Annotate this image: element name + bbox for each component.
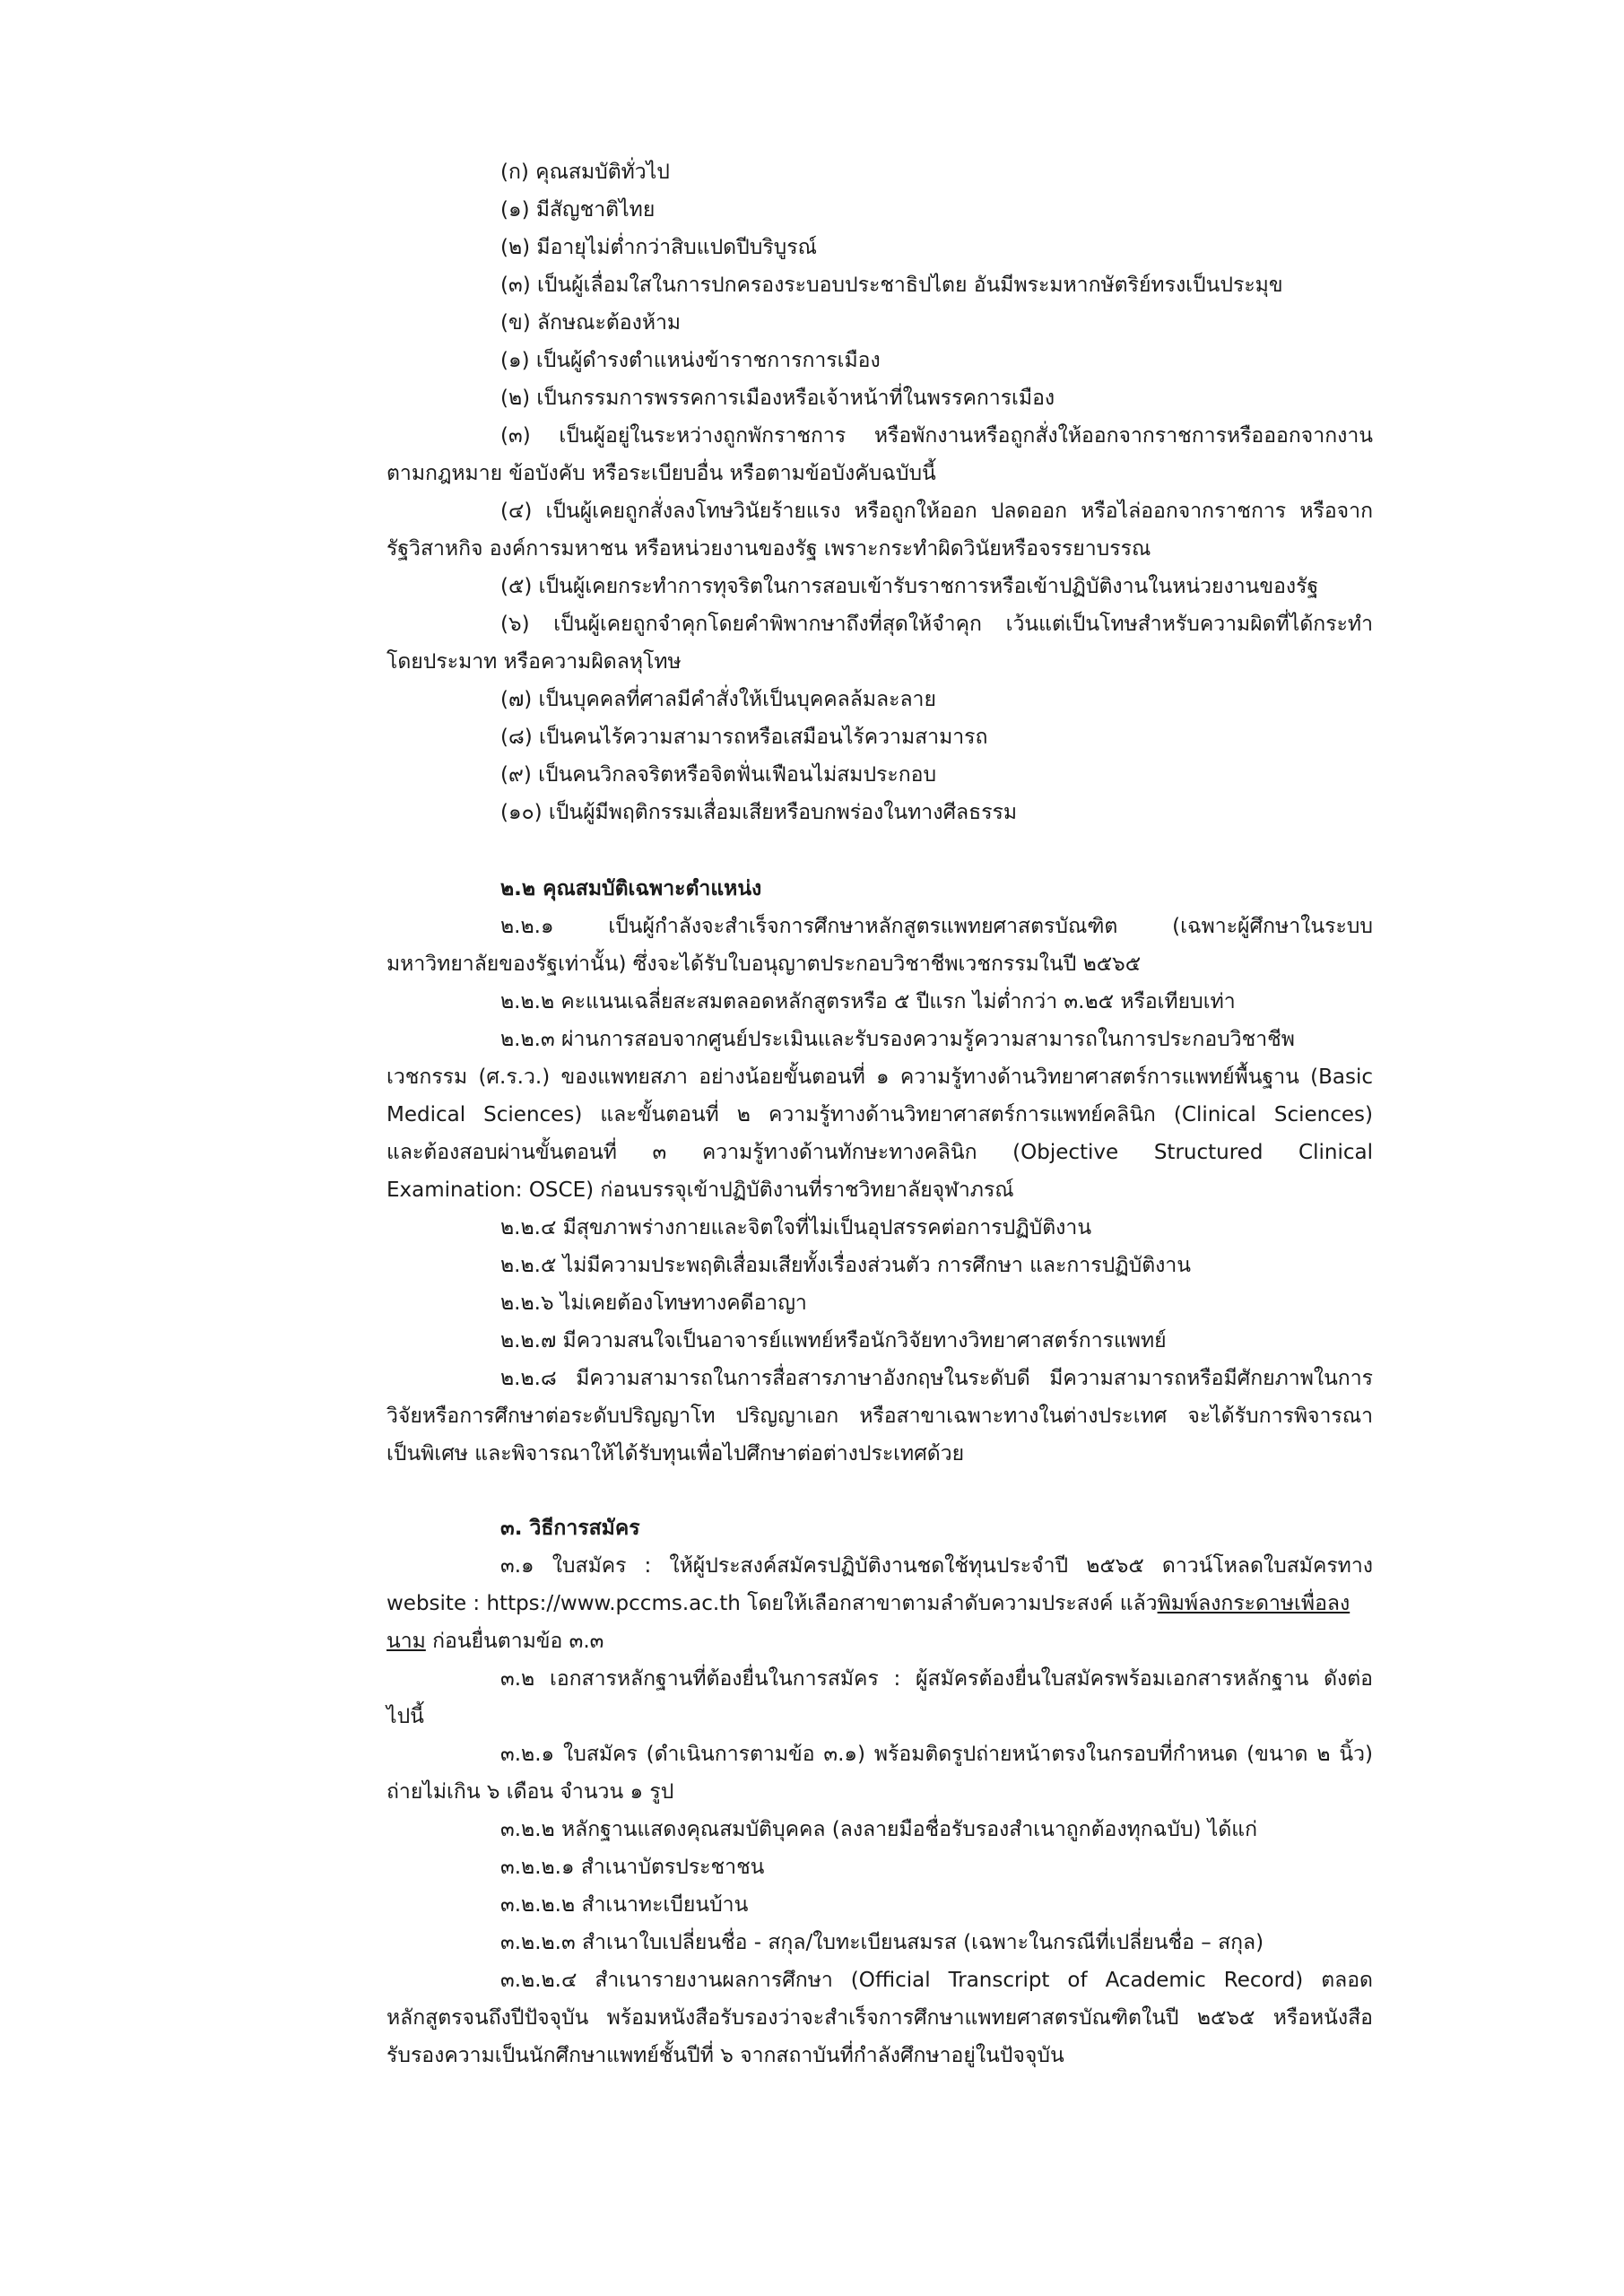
general-qualifications-heading: (ก) คุณสมบัติทั่วไป [500, 161, 670, 184]
paragraph-line [386, 1622, 1373, 1661]
paragraph-line: เวชกรรม (ศ.ร.ว.) ของแพทยสภา อย่างน้อยขั้นตอนที่ ๑ ความรู้ทางด้านวิทยาศาสตร์การแพทย์พื้นฐาน (Basic [386, 1065, 1373, 1089]
paragraph: ๓.๒.๑ ใบสมัคร (ดำเนินการตามข้อ ๓.๑) พร้อมติดรูปถ่ายหน้าตรงในกรอบที่กำหนด (ขนาด ๒ นิ้ว) [500, 1743, 1373, 1766]
paragraph: ๒.๒.๗ มีความสนใจเป็นอาจารย์แพทย์หรือนักวิจัยทางวิทยาศาสตร์การแพทย์ [500, 1329, 1167, 1352]
section-heading: ๒.๒ คุณสมบัติเฉพาะตำแหน่ง [500, 877, 762, 900]
paragraph-line: และต้องสอบผ่านขั้นตอนที่ ๓ ความรู้ทางด้านทักษะทางคลินิก (Objective Structured Clinical [386, 1141, 1373, 1164]
paragraph: ๓.๒ เอกสารหลักฐานที่ต้องยื่นในการสมัคร : ผู้สมัครต้องยื่นใบสมัครพร้อมเอกสารหลักฐาน ดังต่อ [500, 1667, 1373, 1691]
list-item: (๑) เป็นผู้ดำรงตำแหน่งข้าราชการการเมือง [500, 349, 881, 372]
list-item: ๓.๒.๒.๓ สำเนาใบเปลี่ยนชื่อ - สกุล/ใบทะเบียนสมรส (เฉพาะในกรณีที่เปลี่ยนชื่อ – สกุล) [500, 1931, 1264, 1954]
underlined-instruction: พิมพ์ลงกระดาษเพื่อลง [1157, 1592, 1350, 1615]
paragraph: ๓.๒.๒ หลักฐานแสดงคุณสมบัติบุคคล (ลงลายมือชื่อรับรองสำเนาถูกต้องทุกฉบับ) ได้แก่ [500, 1818, 1258, 1841]
list-item: (๙) เป็นคนวิกลจริตหรือจิตฟั่นเฟือนไม่สมประกอบ [500, 763, 937, 787]
list-item: (๒) เป็นกรรมการพรรคการเมืองหรือเจ้าหน้าที่ในพรรคการเมือง [500, 387, 1055, 410]
paragraph: ๒.๒.๓ ผ่านการสอบจากศูนย์ประเมินและรับรองความรู้ความสามารถในการประกอบวิชาชีพ [500, 1028, 1295, 1051]
paragraph: ๒.๒.๔ มีสุขภาพร่างกายและจิตใจที่ไม่เป็นอุปสรรคต่อการปฏิบัติงาน [500, 1216, 1092, 1239]
prohibited-characteristics-heading: (ข) ลักษณะต้องห้าม [500, 311, 682, 335]
paragraph: ๒.๒.๑ เป็นผู้กำลังจะสำเร็จการศึกษาหลักสูตรแพทยศาสตรบัณฑิต (เฉพาะผู้ศึกษาในระบบ [500, 915, 1373, 938]
list-item: (๓) เป็นผู้เลื่อมใสในการปกครองระบอบประชาธิปไตย อันมีพระมหากษัตริย์ทรงเป็นประมุข [500, 274, 1283, 297]
list-item: (๔) เป็นผู้เคยถูกสั่งลงโทษวินัยร้ายแรง หรือถูกให้ออก ปลดออก หรือไล่ออกจากราชการ หรือจาก [500, 500, 1373, 523]
paragraph-line [386, 1585, 1373, 1623]
paragraph-line: หลักสูตรจนถึงปีปัจจุบัน พร้อมหนังสือรับรองว่าจะสำเร็จการศึกษาแพทยศาสตรบัณฑิตในปี ๒๕๖๕ หรือหนังสือ [386, 2006, 1373, 2030]
paragraph-line: Medical Sciences) และขั้นตอนที่ ๒ ความรู้ทางด้านวิทยาศาสตร์การแพทย์คลินิก (Clinical Sciences) [386, 1103, 1373, 1126]
paragraph: ๒.๒.๖ ไม่เคยต้องโทษทางคดีอาญา [500, 1292, 807, 1315]
list-item-continuation: ตามกฎหมาย ข้อบังคับ หรือระเบียบอื่น หรือตามข้อบังคับฉบับนี้ [386, 462, 936, 485]
underlined-instruction: นาม [386, 1630, 426, 1653]
list-item: (๑) มีสัญชาติไทย [500, 198, 656, 222]
paragraph-line: ถ่ายไม่เกิน ๖ เดือน จำนวน ๑ รูป [386, 1780, 674, 1804]
paragraph-line: วิจัยหรือการศึกษาต่อระดับปริญญาโท ปริญญาเอก หรือสาขาเฉพาะทางในต่างประเทศ จะได้รับการพิจารณา [386, 1405, 1373, 1428]
list-item: (๓) เป็นผู้อยู่ในระหว่างถูกพักราชการ หรือพักงานหรือถูกสั่งให้ออกจากราชการหรือออกจากงาน [500, 424, 1373, 448]
paragraph: ๒.๒.๒ คะแนนเฉลี่ยสะสมตลอดหลักสูตรหรือ ๕ ปีแรก ไม่ต่ำกว่า ๓.๒๕ หรือเทียบเท่า [500, 990, 1236, 1013]
website-text: website : https://www.pccms.ac.th โดยให้เลือกสาขาตามลำดับความประสงค์ แล้ว [386, 1592, 1158, 1615]
paragraph-line: ไปนี้ [386, 1705, 424, 1728]
list-item: ๓.๒.๒.๑ สำเนาบัตรประชาชน [500, 1856, 765, 1879]
paragraph-line: รับรองความเป็นนักศึกษาแพทย์ชั้นปีที่ ๖ จากสถาบันที่กำลังศึกษาอยู่ในปัจจุบัน [386, 2044, 1064, 2067]
paragraph: ๒.๒.๕ ไม่มีความประพฤติเสื่อมเสียทั้งเรื่องส่วนตัว การศึกษา และการปฏิบัติงาน [500, 1254, 1192, 1277]
section-heading: ๓. วิธีการสมัคร [500, 1517, 640, 1540]
paragraph: ๒.๒.๘ มีความสามารถในการสื่อสารภาษาอังกฤษในระดับดี มีความสามารถหรือมีศักยภาพในการ [500, 1367, 1373, 1390]
list-item: (๒) มีอายุไม่ต่ำกว่าสิบแปดปีบริบูรณ์ [500, 236, 817, 259]
paragraph-text: ก่อนยื่นตามข้อ ๓.๓ [425, 1630, 604, 1653]
paragraph-line: มหาวิทยาลัยของรัฐเท่านั้น) ซึ่งจะได้รับใบอนุญาตประกอบวิชาชีพเวชกรรมในปี ๒๕๖๕ [386, 952, 1142, 976]
list-item: (๑๐) เป็นผู้มีพฤติกรรมเสื่อมเสียหรือบกพร่องในทางศีลธรรม [500, 801, 1018, 824]
list-item: (๖) เป็นผู้เคยถูกจำคุกโดยคำพิพากษาถึงที่สุดให้จำคุก เว้นแต่เป็นโทษสำหรับความผิดที่ได้กระทำ [500, 613, 1373, 636]
paragraph: ๓.๑ ใบสมัคร : ให้ผู้ประสงค์สมัครปฏิบัติงานชดใช้ทุนประจำปี ๒๕๖๕ ดาวน์โหลดใบสมัครทาง [500, 1554, 1373, 1578]
list-item: ๓.๒.๒.๔ สำเนารายงานผลการศึกษา (Official Transcript of Academic Record) ตลอด [500, 1969, 1373, 1992]
paragraph-line: เป็นพิเศษ และพิจารณาให้ได้รับทุนเพื่อไปศึกษาต่อต่างประเทศด้วย [386, 1442, 965, 1465]
list-item: (๘) เป็นคนไร้ความสามารถหรือเสมือนไร้ความสามารถ [500, 726, 988, 749]
list-item-continuation: รัฐวิสาหกิจ องค์การมหาชน หรือหน่วยงานของรัฐ เพราะกระทำผิดวินัยหรือจรรยาบรรณ [386, 537, 1151, 561]
list-item: (๕) เป็นผู้เคยกระทำการทุจริตในการสอบเข้ารับราชการหรือเข้าปฏิบัติงานในหน่วยงานของรัฐ [500, 575, 1319, 598]
list-item: ๓.๒.๒.๒ สำเนาทะเบียนบ้าน [500, 1893, 749, 1917]
list-item: (๗) เป็นบุคคลที่ศาลมีคำสั่งให้เป็นบุคคลล้มละลาย [500, 688, 936, 711]
paragraph-line: Examination: OSCE) ก่อนบรรจุเข้าปฏิบัติงานที่ราชวิทยาลัยจุฬาภรณ์ [386, 1178, 1014, 1202]
list-item-continuation: โดยประมาท หรือความผิดลหุโทษ [386, 650, 682, 674]
